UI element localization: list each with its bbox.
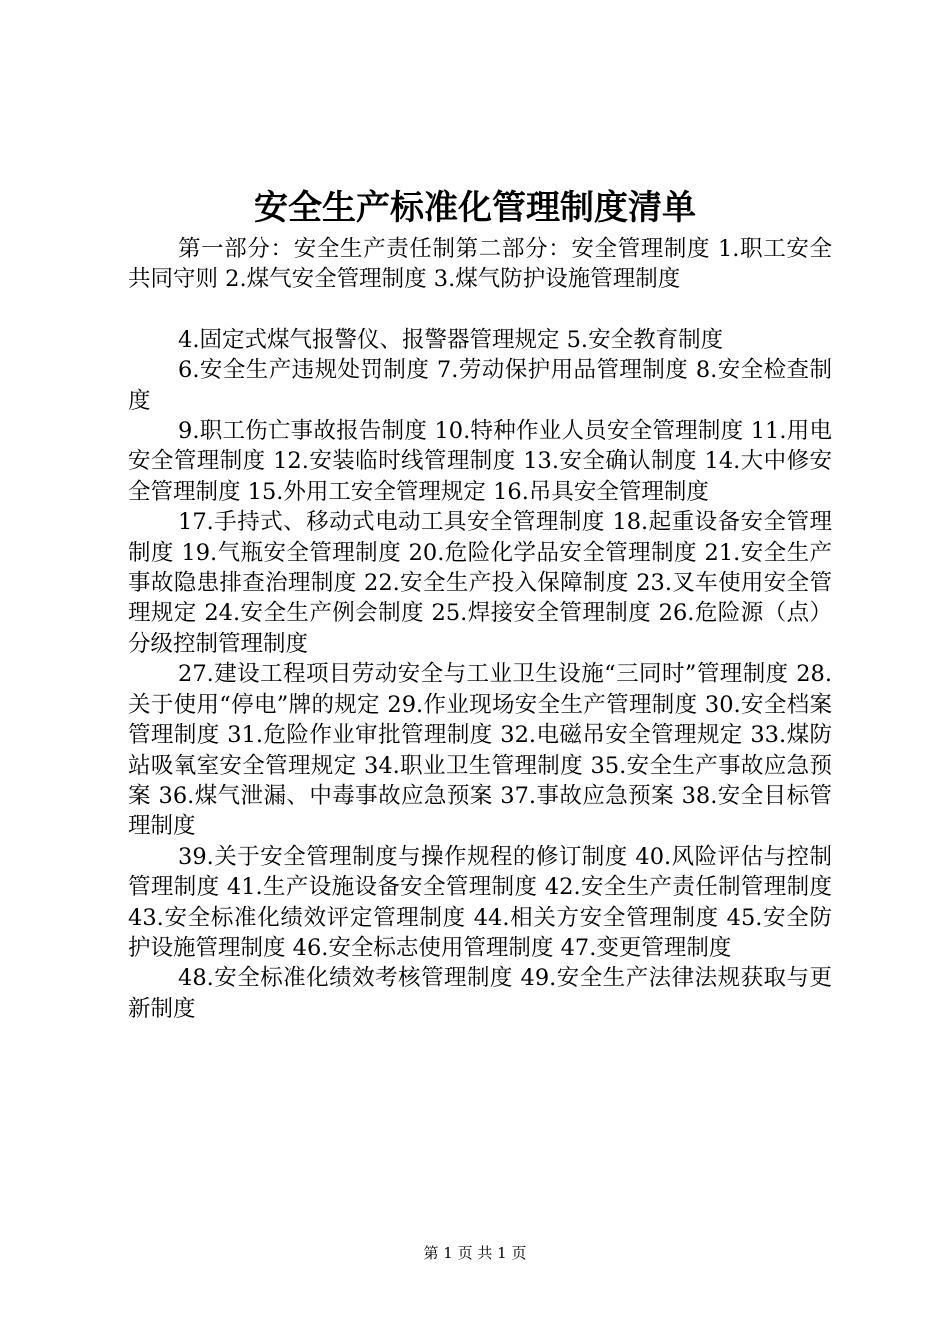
paragraph-1: 第一部分：安全生产责任制第二部分：安全管理制度 1.职工安全共同守则 2.煤气安全管理制度 3.煤气防护设施管理制度 (128, 236, 832, 293)
paragraph-5: 17.手持式、移动式电动工具安全管理制度 18.起重设备安全管理制度 19.气瓶安全管理制度 20.危险化学品安全管理制度 21.安全生产事故隐患排查治理制度 22.安全生产投入保障制度 23.叉车使用安全管理规定 24.安全生产例会制度 25.焊接安全管理制度 26.危险源（点）分级控制管理制度 (128, 509, 832, 657)
paragraph-2: 4.固定式煤气报警仪、报警器管理规定 5.安全教育制度 (178, 326, 724, 353)
paragraph-7: 39.关于安全管理制度与操作规程的修订制度 40.风险评估与控制管理制度 41.生产设施设备安全管理制度 42.安全生产责任制管理制度 43.安全标准化绩效评定管理制度 44.相关方安全管理制度 45.安全防护设施管理制度 46.安全标志使用管理制度 47.变更管理制度 (128, 843, 832, 961)
page-number-footer: 第 1 页 共 1 页 (423, 1244, 527, 1262)
document-title: 安全生产标准化管理制度清单 (254, 188, 696, 228)
paragraph-8: 48.安全标准化绩效考核管理制度 49.安全生产法律法规获取与更新制度 (128, 965, 832, 1022)
paragraph-3: 6.安全生产违规处罚制度 7.劳动保护用品管理制度 8.安全检查制度 (128, 357, 832, 414)
document-body (128, 234, 832, 1024)
paragraph-6: 27.建设工程项目劳动安全与工业卫生设施“三同时”管理制度 28.关于使用“停电”牌的规定 29.作业现场安全生产管理制度 30.安全档案管理制度 31.危险作业审批管理制度 32.电磁吊安全管理规定 33.煤防站吸氧室安全管理规定 34.职业卫生管理制度 35.安全生产事故应急预案 36.煤气泄漏、中毒事故应急预案 37.事故应急预案 38.安全目标管理制度 (128, 661, 832, 840)
paragraph-4: 9.职工伤亡事故报告制度 10.特种作业人员安全管理制度 11.用电安全管理制度 12.安装临时线管理制度 13.安全确认制度 14.大中修安全管理制度 15.外用工安全管理规定 16.吊具安全管理制度 (128, 418, 832, 505)
